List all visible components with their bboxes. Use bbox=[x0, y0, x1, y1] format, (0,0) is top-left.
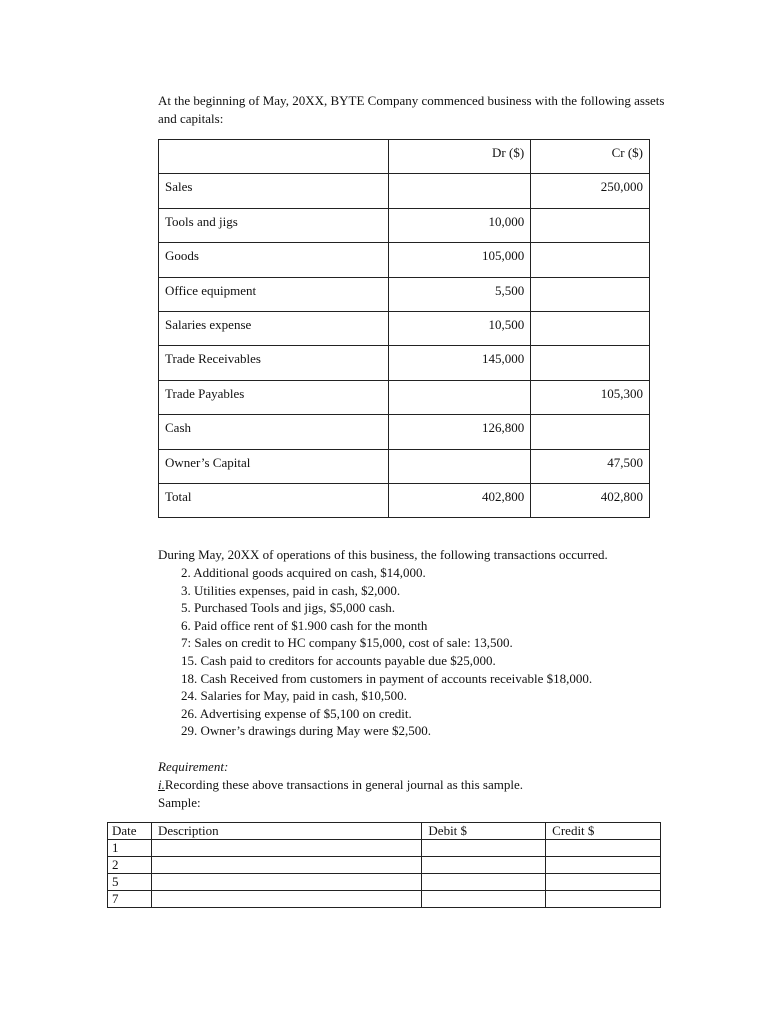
transactions-intro: During May, 20XX of operations of this business, the following transactions occurred. bbox=[158, 547, 608, 562]
dr-cell bbox=[389, 449, 531, 483]
table-header-row bbox=[159, 140, 650, 174]
transactions-list bbox=[181, 564, 592, 740]
transaction-item: 18. Cash Received from customers in payment of accounts receivable $18,000. bbox=[181, 670, 593, 686]
table-row bbox=[159, 483, 650, 517]
journal-description bbox=[151, 840, 421, 857]
journal-date: 5 bbox=[108, 874, 152, 891]
journal-credit bbox=[546, 891, 661, 908]
account-cell: Goods bbox=[159, 243, 389, 277]
cr-cell bbox=[531, 277, 650, 311]
cr-cell bbox=[531, 243, 650, 277]
dr-cell: 10,500 bbox=[389, 311, 531, 345]
journal-row bbox=[108, 840, 661, 857]
header-credit: Credit $ bbox=[546, 823, 661, 840]
table-row bbox=[159, 277, 650, 311]
account-cell: Tools and jigs bbox=[159, 208, 389, 242]
journal-date: 2 bbox=[108, 857, 152, 874]
journal-debit bbox=[422, 840, 546, 857]
header-cr: Cr ($) bbox=[531, 140, 650, 174]
dr-cell: 10,000 bbox=[389, 208, 531, 242]
dr-cell: 145,000 bbox=[389, 346, 531, 380]
journal-description bbox=[151, 857, 421, 874]
journal-debit bbox=[422, 857, 546, 874]
journal-date: 7 bbox=[108, 891, 152, 908]
transaction-item: 6. Paid office rent of $1.900 cash for the month bbox=[181, 617, 428, 633]
cr-cell bbox=[531, 311, 650, 345]
dr-cell bbox=[389, 380, 531, 414]
transaction-item: 7: Sales on credit to HC company $15,000, cost of sale: 13,500. bbox=[181, 635, 513, 651]
journal-description bbox=[151, 874, 421, 891]
dr-cell: 126,800 bbox=[389, 415, 531, 449]
journal-row bbox=[108, 857, 661, 874]
cr-cell bbox=[531, 208, 650, 242]
transaction-item: 29. Owner’s drawings during May were $2,500. bbox=[181, 723, 431, 739]
dr-cell: 5,500 bbox=[389, 277, 531, 311]
header-account bbox=[159, 140, 389, 174]
journal-debit bbox=[422, 891, 546, 908]
journal-description bbox=[151, 891, 421, 908]
cr-cell: 402,800 bbox=[531, 483, 650, 517]
account-cell: Trade Payables bbox=[159, 380, 389, 414]
account-cell: Total bbox=[159, 483, 389, 517]
table-row bbox=[159, 208, 650, 242]
intro-paragraph: At the beginning of May, 20XX, BYTE Company commenced business with the following assets and capitals: bbox=[158, 93, 665, 126]
journal-credit bbox=[546, 857, 661, 874]
journal-row bbox=[108, 874, 661, 891]
cr-cell: 105,300 bbox=[531, 380, 650, 414]
sample-label: Sample: bbox=[158, 795, 201, 810]
transaction-item: 2. Additional goods acquired on cash, $14,000. bbox=[181, 565, 426, 580]
dr-cell: 105,000 bbox=[389, 243, 531, 277]
table-row bbox=[159, 346, 650, 380]
journal-credit bbox=[546, 874, 661, 891]
table-row bbox=[159, 174, 650, 208]
account-cell: Office equipment bbox=[159, 277, 389, 311]
table-row bbox=[159, 380, 650, 414]
account-cell: Salaries expense bbox=[159, 311, 389, 345]
journal-header-row bbox=[108, 823, 661, 840]
dr-cell: 402,800 bbox=[389, 483, 531, 517]
header-date: Date bbox=[108, 823, 152, 840]
account-cell: Cash bbox=[159, 415, 389, 449]
transaction-item: 15. Cash paid to creditors for accounts payable due $25,000. bbox=[181, 652, 496, 668]
account-cell: Owner’s Capital bbox=[159, 449, 389, 483]
requirement-title: Requirement: bbox=[158, 759, 229, 774]
table-row bbox=[159, 449, 650, 483]
transaction-item: 26. Advertising expense of $5,100 on credit. bbox=[181, 705, 412, 721]
table-row bbox=[159, 415, 650, 449]
dr-cell bbox=[389, 174, 531, 208]
transaction-item: 3. Utilities expenses, paid in cash, $2,000. bbox=[181, 582, 401, 598]
requirement-item-text: Recording these above transactions in general journal as this sample. bbox=[164, 777, 523, 792]
journal-credit bbox=[546, 840, 661, 857]
header-dr: Dr ($) bbox=[389, 140, 531, 174]
transaction-item: 5. Purchased Tools and jigs, $5,000 cash. bbox=[181, 600, 396, 616]
requirement-section bbox=[158, 758, 523, 812]
cr-cell bbox=[531, 346, 650, 380]
requirement-item-marker: i. bbox=[158, 777, 165, 792]
sample-journal-table bbox=[107, 822, 661, 908]
table-row bbox=[159, 311, 650, 345]
requirement-item bbox=[158, 776, 523, 794]
cr-cell: 250,000 bbox=[531, 174, 650, 208]
journal-debit bbox=[422, 874, 546, 891]
account-cell: Trade Receivables bbox=[159, 346, 389, 380]
opening-balance-table bbox=[158, 139, 650, 518]
account-cell: Sales bbox=[159, 174, 389, 208]
transaction-item: 24. Salaries for May, paid in cash, $10,500. bbox=[181, 688, 407, 704]
table-row bbox=[159, 243, 650, 277]
cr-cell: 47,500 bbox=[531, 449, 650, 483]
cr-cell bbox=[531, 415, 650, 449]
header-description: Description bbox=[151, 823, 421, 840]
journal-row bbox=[108, 891, 661, 908]
header-debit: Debit $ bbox=[422, 823, 546, 840]
journal-date: 1 bbox=[108, 840, 152, 857]
